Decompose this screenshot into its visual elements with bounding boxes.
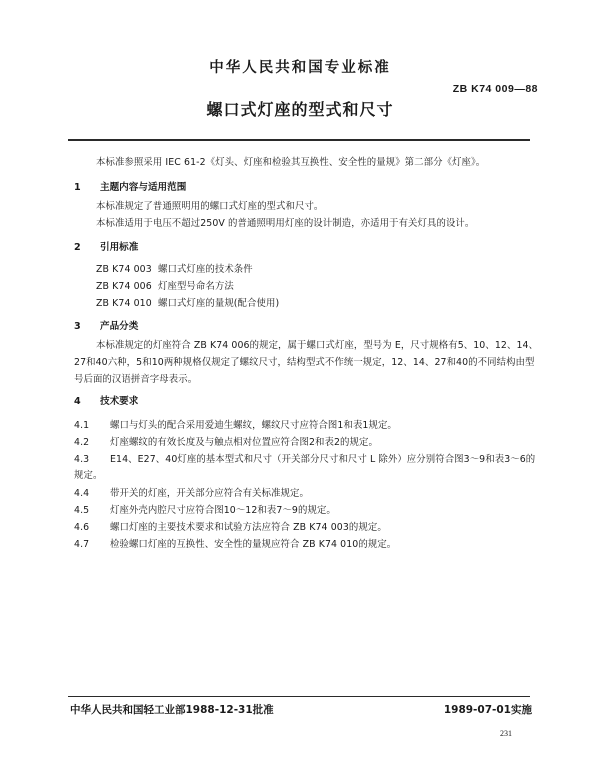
header-divider xyxy=(68,139,530,141)
section-3-line: 27和40六种，5和10两种规格仅规定了螺纹尺寸，结构型式不作统一规定，12、14、27和40的不同结构由型 xyxy=(74,357,535,368)
issuer-approval: 中华人民共和国轻工业部1988-12-31批准 xyxy=(70,704,274,716)
clause-4-7 xyxy=(74,536,396,550)
effective-date: 1989-07-01实施 xyxy=(443,704,532,716)
clause-4-3-continuation: 规定。 xyxy=(74,470,103,481)
section-title: 引用标准 xyxy=(100,242,139,253)
reference-title: 螺口式灯座的技术条件 xyxy=(158,264,253,275)
intro-paragraph: 本标准参照采用 IEC 61-2《灯头、灯座和检验其互换性、安全性的量规》第二部分《灯座》。 xyxy=(96,157,486,168)
clause-4-3 xyxy=(74,451,535,465)
clause-number: 4.1 xyxy=(74,420,90,431)
section-1-paragraph-2: 本标准适用于电压不超过250V 的普通照明用灯座的设计制造，亦适用于有关灯具的设计。 xyxy=(96,218,475,229)
section-3-line: 本标准规定的灯座符合 ZB K74 006的规定，属于螺口式灯座，型号为 E，尺寸规格有5、10、12、14、 xyxy=(96,340,539,351)
reference-item xyxy=(96,261,253,275)
org-title: 中华人民共和国专业标准 xyxy=(209,60,391,76)
clause-text: 螺口与灯头的配合采用爱迪生螺纹，螺纹尺寸应符合图1和表1规定。 xyxy=(110,420,397,431)
clause-text: 带开关的灯座，开关部分应符合有关标准规定。 xyxy=(110,488,309,499)
section-number: 4 xyxy=(74,396,81,407)
reference-code: ZB K74 003 xyxy=(96,264,152,275)
reference-item xyxy=(96,295,279,309)
clause-text: E14、E27、40灯座的基本型式和尺寸（开关部分尺寸和尺寸 L 除外）应分别符合图3～9和表3～6的 xyxy=(110,454,536,465)
clause-4-6 xyxy=(74,519,387,533)
clause-number: 4.6 xyxy=(74,522,90,533)
section-3-heading xyxy=(74,318,138,332)
section-title: 主题内容与适用范围 xyxy=(100,182,187,193)
clause-number: 4.7 xyxy=(74,539,90,550)
clause-text: 灯座外壳内腔尺寸应符合图10～12和表7～9的规定。 xyxy=(110,505,336,516)
section-number: 2 xyxy=(74,242,81,253)
clause-4-1 xyxy=(74,417,397,431)
reference-code: ZB K74 010 xyxy=(96,298,152,309)
clause-number: 4.4 xyxy=(74,488,90,499)
clause-number: 4.3 xyxy=(74,454,90,465)
reference-title: 灯座型号命名方法 xyxy=(158,281,234,292)
reference-item xyxy=(96,278,234,292)
section-3-line: 号后面的汉语拼音字母表示。 xyxy=(74,374,198,385)
reference-title: 螺口式灯座的量规(配合使用) xyxy=(158,298,280,309)
clause-text: 螺口灯座的主要技术要求和试验方法应符合 ZB K74 003的规定。 xyxy=(110,522,387,533)
clause-4-4 xyxy=(74,485,309,499)
clause-number: 4.2 xyxy=(74,437,90,448)
standard-code: ZB K74 009—88 xyxy=(452,83,538,95)
clause-4-2 xyxy=(74,434,378,448)
section-2-heading xyxy=(74,239,138,253)
footer-divider xyxy=(68,696,530,697)
section-1-paragraph-1: 本标准规定了普通照明用的螺口式灯座的型式和尺寸。 xyxy=(96,201,324,212)
clause-number: 4.5 xyxy=(74,505,90,516)
clause-text: 检验螺口灯座的互换性、安全性的量规应符合 ZB K74 010的规定。 xyxy=(110,539,397,550)
clause-text: 灯座螺纹的有效长度及与触点相对位置应符合图2和表2的规定。 xyxy=(110,437,378,448)
clause-4-5 xyxy=(74,502,336,516)
section-title: 产品分类 xyxy=(100,321,139,332)
page-number: 231 xyxy=(500,729,512,738)
section-number: 1 xyxy=(74,182,81,193)
section-number: 3 xyxy=(74,321,81,332)
reference-code: ZB K74 006 xyxy=(96,281,152,292)
section-title: 技术要求 xyxy=(100,396,139,407)
section-1-heading xyxy=(74,179,186,193)
section-4-heading xyxy=(74,393,138,407)
document-title: 螺口式灯座的型式和尺寸 xyxy=(206,100,394,119)
